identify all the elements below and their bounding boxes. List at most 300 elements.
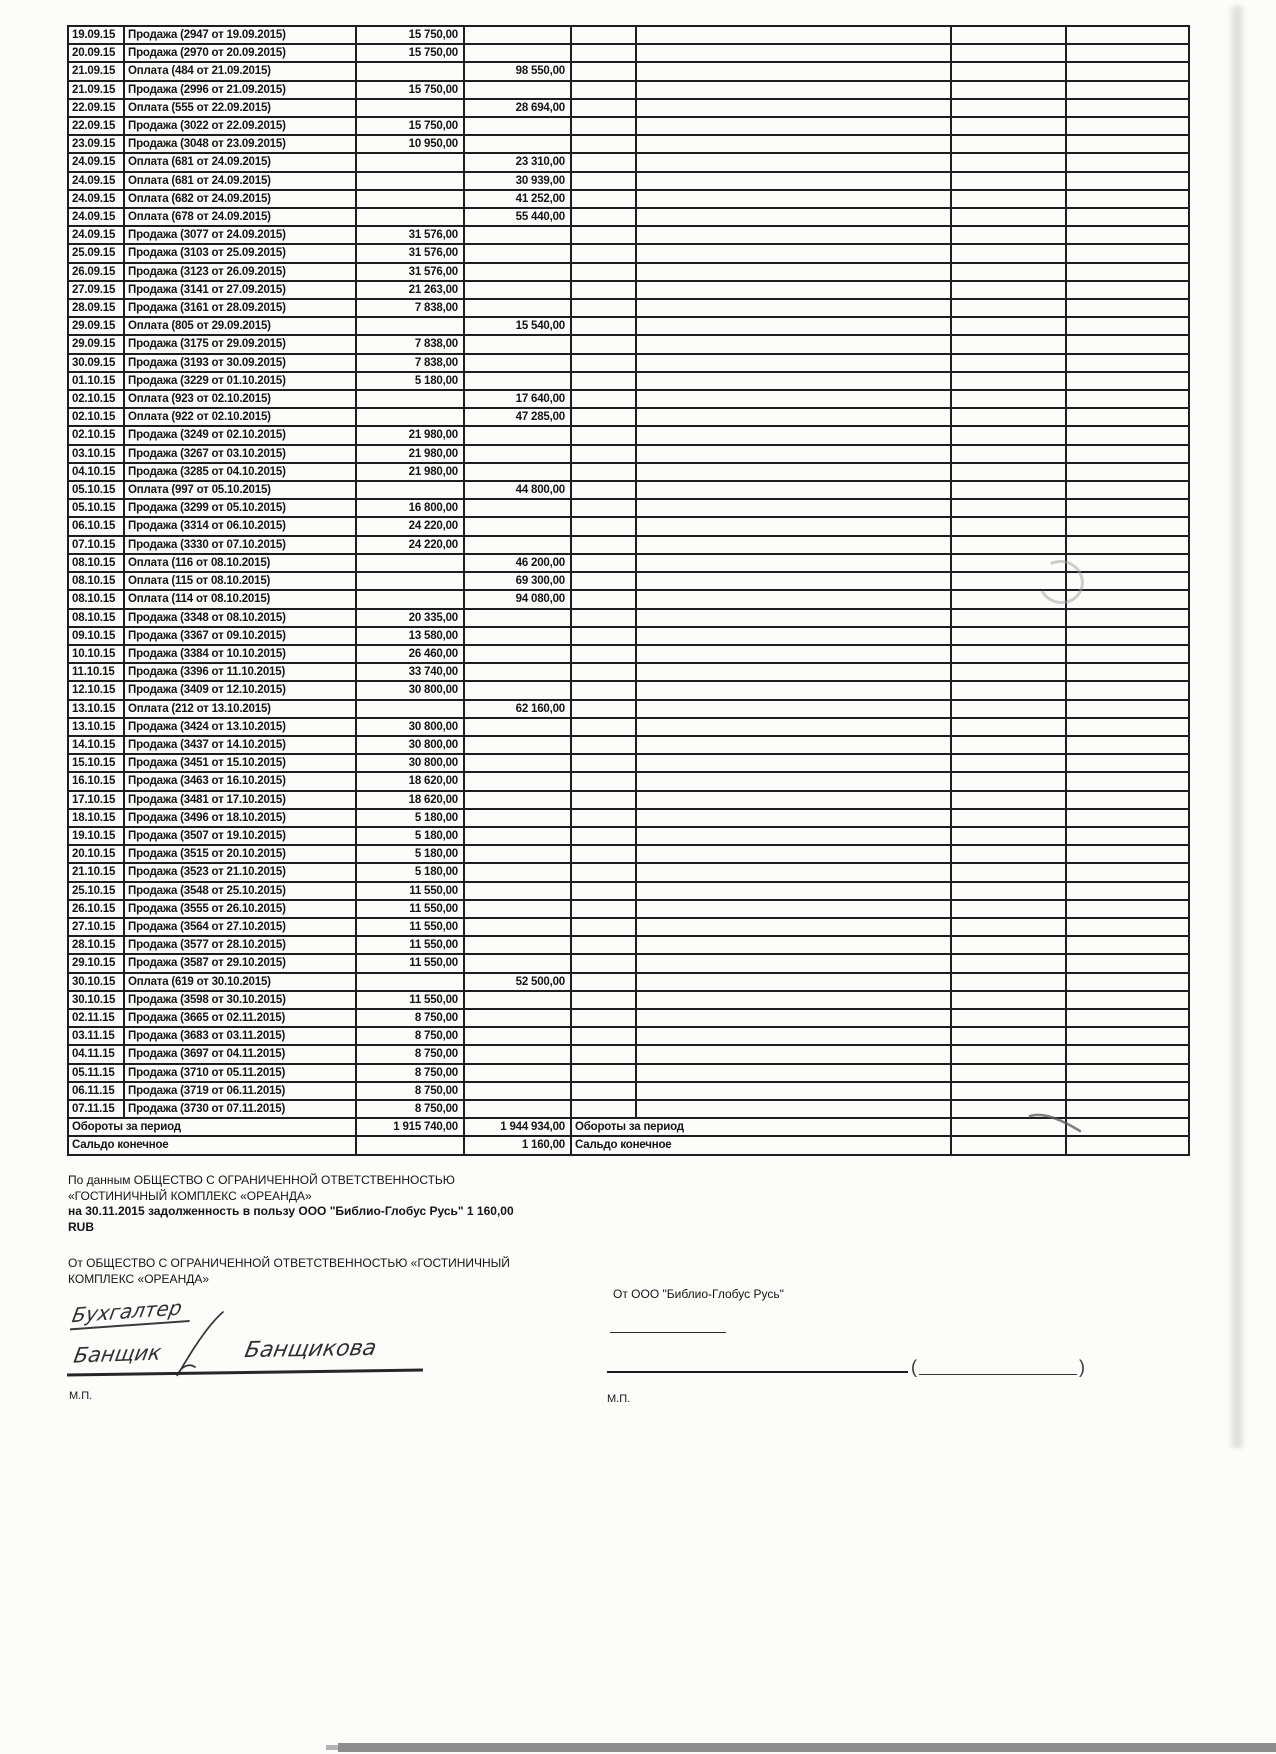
cell-date: 26.10.15 — [68, 900, 124, 918]
cell-description: Оплата (681 от 24.09.2015) — [124, 153, 356, 171]
cell-credit-right — [1066, 99, 1189, 117]
cell-credit-right — [1066, 572, 1189, 590]
left-party-line-2: КОМПЛЕКС «ОРЕАНДА» — [68, 1271, 210, 1286]
cell-description: Оплата (484 от 21.09.2015) — [124, 62, 356, 80]
cell-date-right — [571, 882, 636, 900]
cell-description: Продажа (3523 от 21.10.2015) — [124, 863, 356, 881]
cell-description-right — [636, 590, 951, 608]
table-row — [68, 1064, 1189, 1082]
table-row — [68, 1009, 1189, 1027]
cell-debit: 11 550,00 — [356, 991, 464, 1009]
cell-description: Оплата (922 от 02.10.2015) — [124, 408, 356, 426]
cell-date: 15.10.15 — [68, 754, 124, 772]
cell-date-right — [571, 973, 636, 991]
cell-credit — [464, 918, 571, 936]
table-row — [68, 499, 1189, 517]
cell-description: Оплата (619 от 30.10.2015) — [124, 973, 356, 991]
cell-credit: 15 540,00 — [464, 317, 571, 335]
cell-debit-right — [951, 973, 1066, 991]
cell-date: 26.09.15 — [68, 263, 124, 281]
cell-date-right — [571, 863, 636, 881]
cell-credit-right — [1066, 1045, 1189, 1063]
turnover-credit-total: 1 944 934,00 — [464, 1118, 571, 1136]
cell-date: 09.10.15 — [68, 627, 124, 645]
table-row — [68, 936, 1189, 954]
cell-date-right — [571, 536, 636, 554]
cell-description-right — [636, 481, 951, 499]
cell-date-right — [571, 772, 636, 790]
cell-credit-right — [1066, 991, 1189, 1009]
cell-credit-right — [1066, 44, 1189, 62]
table-row — [68, 1100, 1189, 1118]
cell-debit: 30 800,00 — [356, 736, 464, 754]
cell-description: Оплата (116 от 08.10.2015) — [124, 554, 356, 572]
cell-credit — [464, 609, 571, 627]
cell-credit — [464, 426, 571, 444]
cell-debit: 11 550,00 — [356, 900, 464, 918]
cell-date-right — [571, 991, 636, 1009]
cell-date: 11.10.15 — [68, 663, 124, 681]
cell-description-right — [636, 281, 951, 299]
cell-date: 07.11.15 — [68, 1100, 124, 1118]
cell-description: Продажа (2970 от 20.09.2015) — [124, 44, 356, 62]
table-row — [68, 44, 1189, 62]
cell-description-right — [636, 954, 951, 972]
cell-debit — [356, 208, 464, 226]
cell-date: 06.10.15 — [68, 517, 124, 535]
cell-description-right — [636, 609, 951, 627]
cell-credit-right — [1066, 973, 1189, 991]
table-row — [68, 772, 1189, 790]
cell-debit: 15 750,00 — [356, 117, 464, 135]
cell-credit-right — [1066, 135, 1189, 153]
cell-description: Продажа (3161 от 28.09.2015) — [124, 299, 356, 317]
cell-credit — [464, 809, 571, 827]
cell-description-right — [636, 1100, 951, 1118]
scanner-edge-strip — [338, 1743, 1276, 1752]
cell-description: Продажа (3285 от 04.10.2015) — [124, 463, 356, 481]
cell-debit-right — [951, 900, 1066, 918]
cell-description: Продажа (3564 от 27.10.2015) — [124, 918, 356, 936]
cell-date-right — [571, 172, 636, 190]
cell-date: 27.10.15 — [68, 918, 124, 936]
cell-date-right — [571, 936, 636, 954]
cell-date: 14.10.15 — [68, 736, 124, 754]
summary-line-3: на 30.11.2015 задолженность в пользу ООО "Библио-Глобус Русь" 1 160,00 — [68, 1204, 514, 1218]
cell-date-right — [571, 590, 636, 608]
cell-credit — [464, 1027, 571, 1045]
cell-description-right — [636, 863, 951, 881]
cell-description-right — [636, 153, 951, 171]
cell-date-right — [571, 99, 636, 117]
cell-credit-right — [1066, 609, 1189, 627]
cell-date-right — [571, 44, 636, 62]
cell-date: 01.10.15 — [68, 372, 124, 390]
cell-credit — [464, 1082, 571, 1100]
cell-credit: 55 440,00 — [464, 208, 571, 226]
cell-credit: 30 939,00 — [464, 172, 571, 190]
cell-date-right — [571, 1100, 636, 1118]
table-row — [68, 1082, 1189, 1100]
cell-credit — [464, 754, 571, 772]
cell-description-right — [636, 117, 951, 135]
cell-date: 24.09.15 — [68, 153, 124, 171]
cell-debit-right — [951, 627, 1066, 645]
scan-artifact-swoosh — [1028, 1112, 1084, 1134]
cell-credit — [464, 335, 571, 353]
cell-debit: 33 740,00 — [356, 663, 464, 681]
cell-description: Продажа (3424 от 13.10.2015) — [124, 718, 356, 736]
cell-debit — [356, 700, 464, 718]
cell-credit-right — [1066, 481, 1189, 499]
cell-debit-right — [951, 700, 1066, 718]
table-row — [68, 1027, 1189, 1045]
table-row — [68, 226, 1189, 244]
cell-date-right — [571, 1045, 636, 1063]
cell-date: 29.10.15 — [68, 954, 124, 972]
cell-description-right — [636, 554, 951, 572]
cell-credit — [464, 1045, 571, 1063]
cell-debit-right — [951, 736, 1066, 754]
right-name-blank — [911, 1356, 1085, 1378]
cell-debit: 8 750,00 — [356, 1009, 464, 1027]
cell-description: Оплата (555 от 22.09.2015) — [124, 99, 356, 117]
table-row — [68, 81, 1189, 99]
cell-credit — [464, 299, 571, 317]
cell-debit: 21 980,00 — [356, 445, 464, 463]
table-body — [68, 26, 1189, 1118]
cell-debit: 18 620,00 — [356, 791, 464, 809]
cell-date-right — [571, 263, 636, 281]
cell-credit — [464, 463, 571, 481]
turnover-credit-right-empty — [1066, 1118, 1189, 1136]
cell-debit — [356, 172, 464, 190]
cell-debit-right — [951, 718, 1066, 736]
cell-credit-right — [1066, 754, 1189, 772]
cell-debit-right — [951, 863, 1066, 881]
table-row — [68, 153, 1189, 171]
cell-credit — [464, 26, 571, 44]
table-row — [68, 736, 1189, 754]
cell-description-right — [636, 700, 951, 718]
cell-date-right — [571, 317, 636, 335]
cell-description-right — [636, 845, 951, 863]
table-row — [68, 408, 1189, 426]
cell-credit-right — [1066, 827, 1189, 845]
cell-credit-right — [1066, 882, 1189, 900]
cell-credit-right — [1066, 845, 1189, 863]
cell-description: Оплата (681 от 24.09.2015) — [124, 172, 356, 190]
table-row — [68, 135, 1189, 153]
cell-debit-right — [951, 190, 1066, 208]
cell-date-right — [571, 954, 636, 972]
cell-date: 08.10.15 — [68, 590, 124, 608]
cell-description-right — [636, 517, 951, 535]
cell-credit-right — [1066, 536, 1189, 554]
cell-description: Оплата (678 от 24.09.2015) — [124, 208, 356, 226]
cell-debit-right — [951, 244, 1066, 262]
cell-description: Продажа (3598 от 30.10.2015) — [124, 991, 356, 1009]
cell-credit-right — [1066, 1082, 1189, 1100]
cell-credit — [464, 736, 571, 754]
cell-description-right — [636, 172, 951, 190]
cell-date: 03.10.15 — [68, 445, 124, 463]
cell-date: 21.09.15 — [68, 62, 124, 80]
cell-date: 17.10.15 — [68, 791, 124, 809]
cell-credit-right — [1066, 627, 1189, 645]
cell-debit-right — [951, 663, 1066, 681]
cell-debit-right — [951, 172, 1066, 190]
cell-description-right — [636, 627, 951, 645]
handwritten-name-part1: Банщик — [71, 1340, 164, 1368]
cell-description: Продажа (3451 от 15.10.2015) — [124, 754, 356, 772]
cell-date: 24.09.15 — [68, 190, 124, 208]
cell-debit: 8 750,00 — [356, 1064, 464, 1082]
cell-description-right — [636, 44, 951, 62]
cell-credit: 41 252,00 — [464, 190, 571, 208]
cell-credit-right — [1066, 208, 1189, 226]
cell-description: Продажа (3496 от 18.10.2015) — [124, 809, 356, 827]
cell-description-right — [636, 1009, 951, 1027]
cell-description: Продажа (3267 от 03.10.2015) — [124, 445, 356, 463]
cell-description: Продажа (3175 от 29.09.2015) — [124, 335, 356, 353]
cell-debit: 5 180,00 — [356, 863, 464, 881]
cell-description-right — [636, 463, 951, 481]
cell-description: Оплата (997 от 05.10.2015) — [124, 481, 356, 499]
cell-debit: 8 750,00 — [356, 1082, 464, 1100]
cell-debit — [356, 590, 464, 608]
cell-date-right — [571, 645, 636, 663]
cell-date-right — [571, 354, 636, 372]
cell-description-right — [636, 335, 951, 353]
cell-debit-right — [951, 827, 1066, 845]
cell-description-right — [636, 499, 951, 517]
cell-debit: 5 180,00 — [356, 372, 464, 390]
cell-date: 02.10.15 — [68, 426, 124, 444]
right-signature-line-long — [607, 1371, 908, 1373]
cell-description-right — [636, 681, 951, 699]
cell-debit — [356, 554, 464, 572]
cell-description: Продажа (3697 от 04.11.2015) — [124, 1045, 356, 1063]
cell-debit — [356, 408, 464, 426]
table-row — [68, 117, 1189, 135]
cell-credit-right — [1066, 645, 1189, 663]
cell-description-right — [636, 1045, 951, 1063]
cell-description-right — [636, 882, 951, 900]
cell-description: Продажа (3577 от 28.10.2015) — [124, 936, 356, 954]
cell-description-right — [636, 754, 951, 772]
cell-description-right — [636, 390, 951, 408]
cell-debit: 31 576,00 — [356, 263, 464, 281]
cell-description: Продажа (3077 от 24.09.2015) — [124, 226, 356, 244]
cell-debit: 5 180,00 — [356, 809, 464, 827]
cell-debit: 26 460,00 — [356, 645, 464, 663]
blank-line — [919, 1373, 1077, 1375]
cell-credit-right — [1066, 791, 1189, 809]
cell-description-right — [636, 372, 951, 390]
cell-date-right — [571, 681, 636, 699]
cell-date: 24.09.15 — [68, 172, 124, 190]
scan-edge-shadow — [1228, 6, 1246, 1448]
cell-date-right — [571, 390, 636, 408]
cell-date: 05.10.15 — [68, 481, 124, 499]
cell-date-right — [571, 445, 636, 463]
cell-debit-right — [951, 481, 1066, 499]
cell-credit-right — [1066, 390, 1189, 408]
cell-credit — [464, 354, 571, 372]
cell-credit: 94 080,00 — [464, 590, 571, 608]
balance-credit-right-empty — [1066, 1136, 1189, 1154]
cell-credit-right — [1066, 317, 1189, 335]
signature-underline — [67, 1369, 423, 1377]
cell-date-right — [571, 736, 636, 754]
summary-line-2: «ГОСТИНИЧНЫЙ КОМПЛЕКС «ОРЕАНДА» — [68, 1188, 312, 1203]
cell-debit-right — [951, 299, 1066, 317]
cell-debit: 8 750,00 — [356, 1045, 464, 1063]
cell-description: Продажа (3348 от 08.10.2015) — [124, 609, 356, 627]
cell-date-right — [571, 190, 636, 208]
cell-debit: 20 335,00 — [356, 609, 464, 627]
cell-description-right — [636, 99, 951, 117]
cell-debit-right — [951, 1082, 1066, 1100]
cell-date-right — [571, 517, 636, 535]
cell-description: Продажа (3330 от 07.10.2015) — [124, 536, 356, 554]
cell-debit: 21 980,00 — [356, 463, 464, 481]
cell-description: Продажа (3299 от 05.10.2015) — [124, 499, 356, 517]
cell-description: Продажа (3409 от 12.10.2015) — [124, 681, 356, 699]
cell-description: Продажа (3665 от 02.11.2015) — [124, 1009, 356, 1027]
cell-date-right — [571, 208, 636, 226]
cell-description-right — [636, 973, 951, 991]
cell-debit-right — [951, 372, 1066, 390]
stamp-mark-left: М.П. — [69, 1390, 93, 1402]
cell-date: 21.09.15 — [68, 81, 124, 99]
open-paren: ( — [911, 1357, 917, 1377]
cell-debit-right — [951, 1064, 1066, 1082]
cell-description: Продажа (3463 от 16.10.2015) — [124, 772, 356, 790]
cell-credit: 23 310,00 — [464, 153, 571, 171]
cell-description: Оплата (212 от 13.10.2015) — [124, 700, 356, 718]
cell-debit-right — [951, 517, 1066, 535]
cell-debit-right — [951, 99, 1066, 117]
cell-date-right — [571, 499, 636, 517]
cell-credit-right — [1066, 718, 1189, 736]
cell-credit: 47 285,00 — [464, 408, 571, 426]
cell-debit-right — [951, 1009, 1066, 1027]
cell-date-right — [571, 226, 636, 244]
table-row — [68, 663, 1189, 681]
cell-debit: 24 220,00 — [356, 517, 464, 535]
cell-date: 25.09.15 — [68, 244, 124, 262]
table-row — [68, 99, 1189, 117]
cell-description: Продажа (3141 от 27.09.2015) — [124, 281, 356, 299]
table-row — [68, 991, 1189, 1009]
cell-debit-right — [951, 681, 1066, 699]
cell-debit-right — [951, 153, 1066, 171]
cell-debit: 15 750,00 — [356, 44, 464, 62]
cell-credit-right — [1066, 554, 1189, 572]
cell-description-right — [636, 900, 951, 918]
cell-description-right — [636, 445, 951, 463]
cell-credit — [464, 863, 571, 881]
cell-credit-right — [1066, 281, 1189, 299]
cell-description-right — [636, 208, 951, 226]
cell-date: 28.10.15 — [68, 936, 124, 954]
cell-debit-right — [951, 609, 1066, 627]
cell-credit: 28 694,00 — [464, 99, 571, 117]
cell-debit-right — [951, 772, 1066, 790]
cell-credit-right — [1066, 1064, 1189, 1082]
cell-date-right — [571, 827, 636, 845]
table-row — [68, 244, 1189, 262]
table-row — [68, 791, 1189, 809]
cell-description: Продажа (2947 от 19.09.2015) — [124, 26, 356, 44]
table-row — [68, 681, 1189, 699]
cell-debit-right — [951, 226, 1066, 244]
table-row — [68, 536, 1189, 554]
cell-credit-right — [1066, 663, 1189, 681]
cell-debit: 15 750,00 — [356, 81, 464, 99]
cell-date: 25.10.15 — [68, 882, 124, 900]
cell-debit: 16 800,00 — [356, 499, 464, 517]
cell-date-right — [571, 754, 636, 772]
cell-date: 21.10.15 — [68, 863, 124, 881]
table-row — [68, 481, 1189, 499]
cell-description-right — [636, 536, 951, 554]
cell-credit-right — [1066, 117, 1189, 135]
cell-date-right — [571, 791, 636, 809]
cell-date: 23.09.15 — [68, 135, 124, 153]
cell-description-right — [636, 299, 951, 317]
cell-credit — [464, 772, 571, 790]
cell-credit — [464, 827, 571, 845]
cell-description-right — [636, 918, 951, 936]
table-row — [68, 208, 1189, 226]
stamp-mark-right: М.П. — [607, 1393, 631, 1405]
cell-debit: 8 750,00 — [356, 1100, 464, 1118]
right-party-label: От ООО "Библио-Глобус Русь" — [613, 1287, 784, 1301]
cell-debit-right — [951, 135, 1066, 153]
totals-row-balance — [68, 1136, 1189, 1154]
cell-debit-right — [951, 882, 1066, 900]
table-row — [68, 445, 1189, 463]
cell-debit: 11 550,00 — [356, 918, 464, 936]
cell-date-right — [571, 1027, 636, 1045]
cell-date: 22.09.15 — [68, 117, 124, 135]
cell-credit — [464, 81, 571, 99]
table-row — [68, 754, 1189, 772]
cell-credit — [464, 1009, 571, 1027]
cell-credit-right — [1066, 226, 1189, 244]
totals-row-turnover — [68, 1118, 1189, 1136]
cell-credit: 62 160,00 — [464, 700, 571, 718]
cell-description: Продажа (3437 от 14.10.2015) — [124, 736, 356, 754]
cell-description-right — [636, 718, 951, 736]
cell-credit-right — [1066, 517, 1189, 535]
cell-credit-right — [1066, 299, 1189, 317]
cell-debit: 7 838,00 — [356, 354, 464, 372]
cell-date: 20.09.15 — [68, 44, 124, 62]
table-row — [68, 172, 1189, 190]
summary-line-4: RUB — [68, 1219, 94, 1234]
cell-date-right — [571, 153, 636, 171]
cell-credit — [464, 1064, 571, 1082]
table-row — [68, 645, 1189, 663]
balance-debit-empty — [356, 1136, 464, 1154]
cell-credit — [464, 645, 571, 663]
cell-description: Оплата (805 от 29.09.2015) — [124, 317, 356, 335]
cell-credit-right — [1066, 62, 1189, 80]
